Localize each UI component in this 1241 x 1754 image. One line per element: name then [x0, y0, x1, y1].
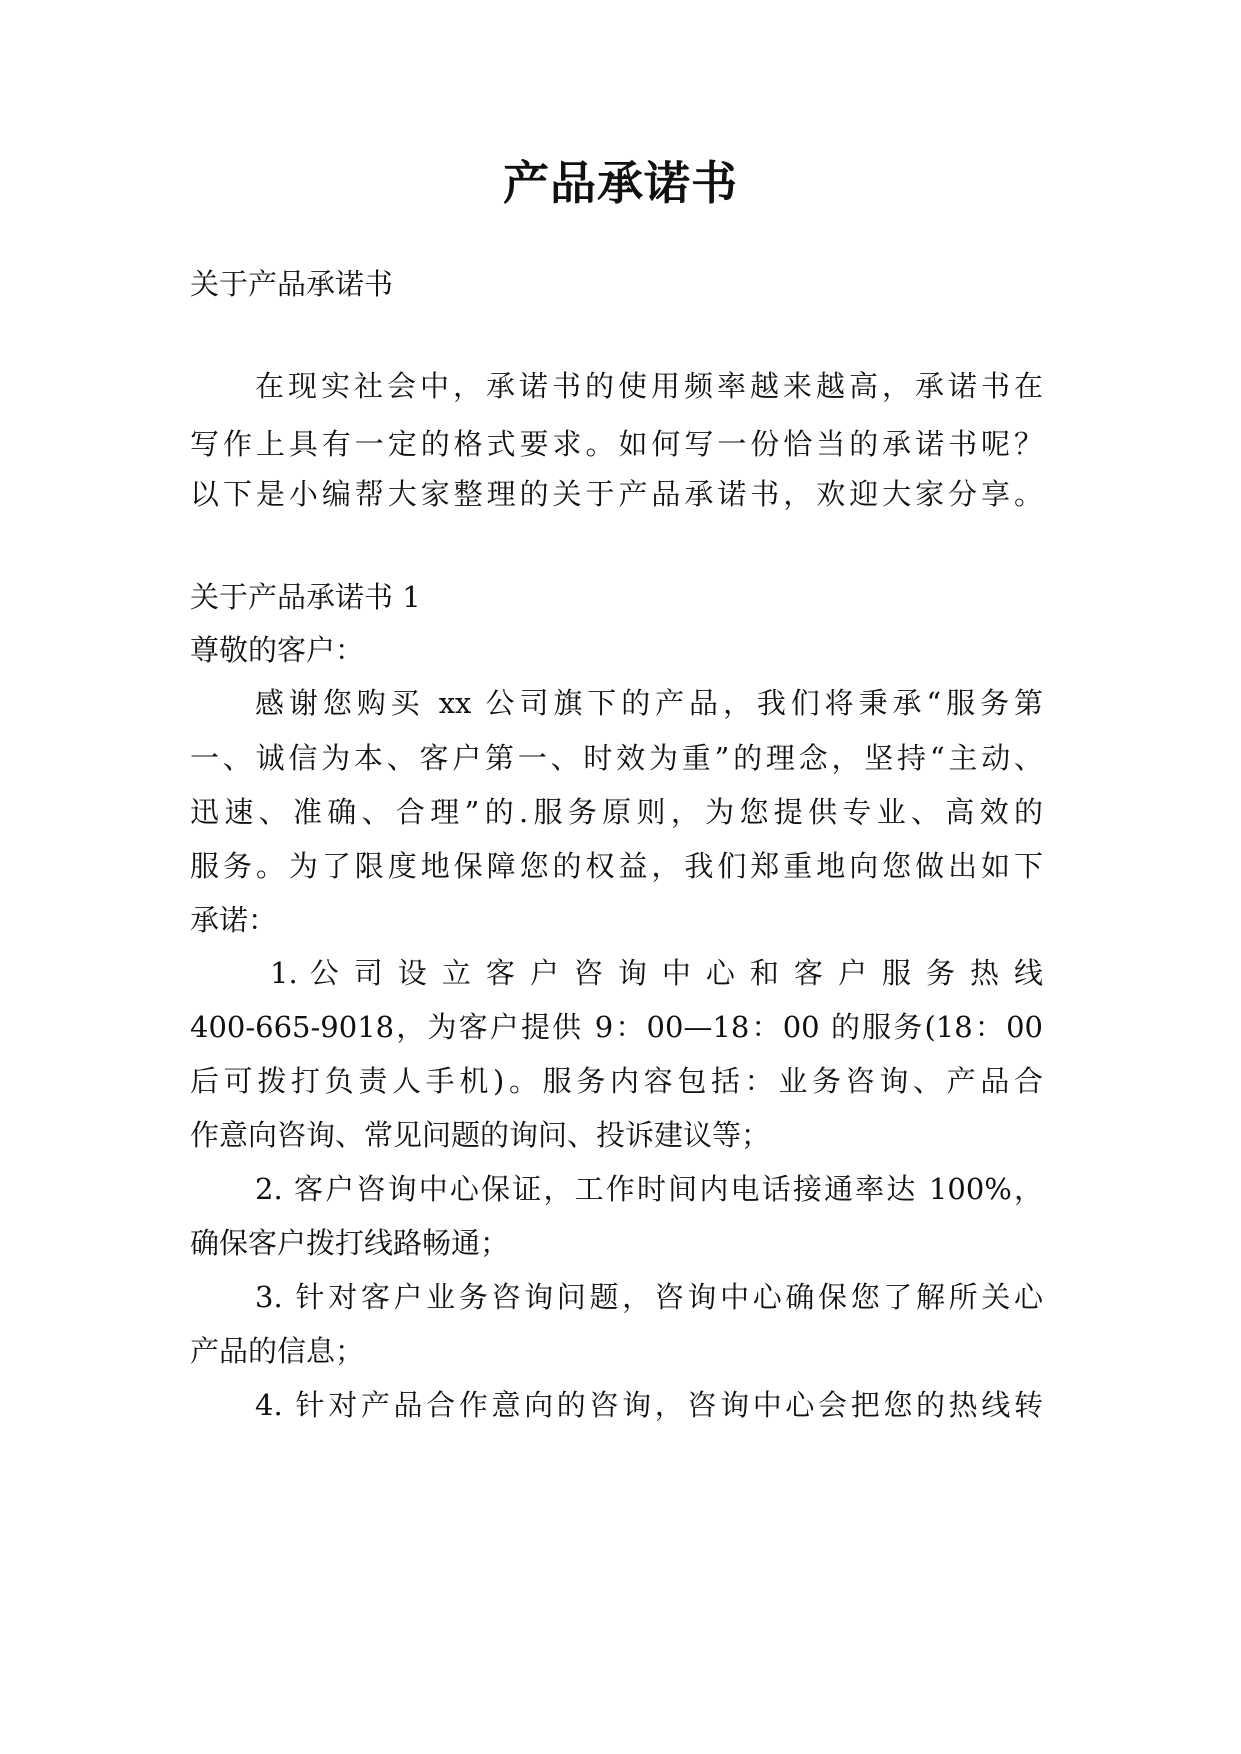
- paragraph-line: 承诺：: [190, 903, 278, 937]
- list-item-line: 产品的信息；: [190, 1334, 365, 1368]
- list-item-line: 400-665-9018，为客户提供 9：00—18：00 的服务(18：00: [190, 1010, 1043, 1044]
- document-title: 产品承诺书: [503, 156, 738, 210]
- list-item-line: 确保客户拨打线路畅通；: [190, 1226, 510, 1260]
- section-heading: 关于产品承诺书 1: [190, 580, 421, 614]
- salutation: 尊敬的客户：: [190, 633, 365, 667]
- paragraph-line: 服务。为了限度地保障您的权益，我们郑重地向您做出如下: [190, 849, 1043, 883]
- list-item-line: 4. 针对产品合作意向的咨询，咨询中心会把您的热线转: [255, 1388, 1043, 1422]
- document-subtitle: 关于产品承诺书: [190, 267, 394, 301]
- list-item-line: 后可拨打负责人手机)。服务内容包括：业务咨询、产品合: [190, 1064, 1043, 1098]
- paragraph-line: 一、诚信为本、客户第一、时效为重”的理念，坚持“主动、: [190, 741, 1043, 775]
- intro-line: 写作上具有一定的格式要求。如何写一份恰当的承诺书呢？: [190, 427, 1043, 461]
- list-item-line: 1. 公 司 设 立 客 户 咨 询 中 心 和 客 户 服 务 热 线: [270, 956, 1043, 990]
- intro-line: 以下是小编帮大家整理的关于产品承诺书，欢迎大家分享。: [190, 477, 1043, 511]
- list-item-line: 作意向咨询、常见问题的询问、投诉建议等；: [190, 1118, 771, 1152]
- list-item-line: 2. 客户咨询中心保证，工作时间内电话接通率达 100%，: [255, 1172, 1043, 1206]
- list-item-line: 3. 针对客户业务咨询问题，咨询中心确保您了解所关心: [255, 1280, 1043, 1314]
- intro-line: 在现实社会中，承诺书的使用频率越来越高，承诺书在: [255, 369, 1043, 403]
- paragraph-line: 迅速、准确、合理”的.服务原则，为您提供专业、高效的: [190, 795, 1043, 829]
- paragraph-line: 感谢您购买 xx 公司旗下的产品，我们将秉承“服务第: [255, 686, 1043, 720]
